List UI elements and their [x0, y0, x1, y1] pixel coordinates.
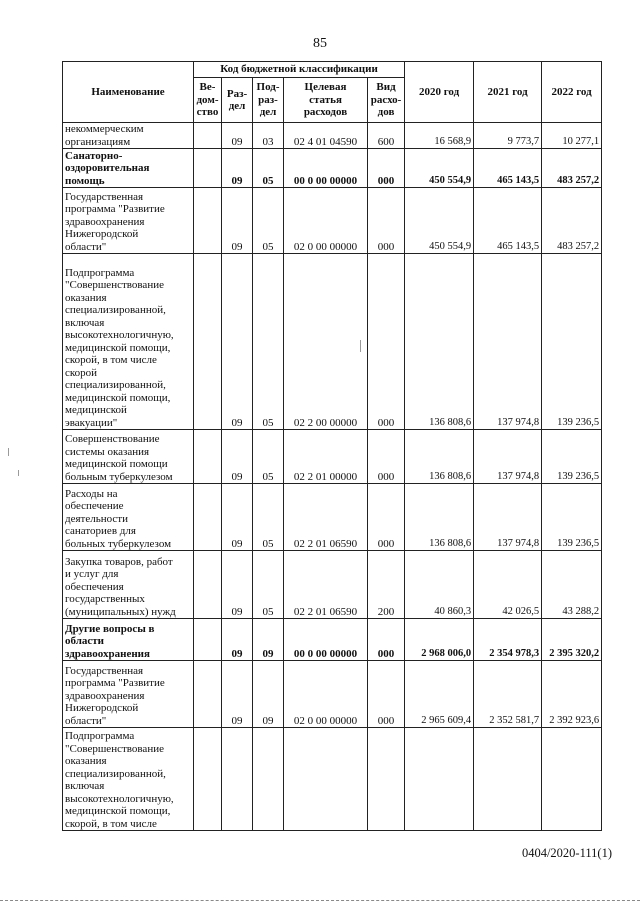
row-amount-2020: 136 808,6 [405, 430, 474, 484]
row-name: Государственная программа "Развитие здравоохранения Нижегородской области" [63, 188, 194, 254]
row-amount-2020: 2 968 006,0 [405, 619, 474, 661]
row-amount-2020: 450 554,9 [405, 149, 474, 188]
row-razdel [222, 728, 253, 831]
row-amount-2020: 40 860,3 [405, 551, 474, 619]
row-expense-type [368, 728, 405, 831]
row-target-article: 02 2 01 06590 [284, 551, 368, 619]
row-amount-2021: 137 974,8 [474, 430, 542, 484]
row-vedomstvo [194, 430, 222, 484]
scan-artifact [360, 340, 361, 352]
row-vedomstvo [194, 551, 222, 619]
row-amount-2022: 483 257,2 [542, 149, 602, 188]
row-amount-2020: 450 554,9 [405, 188, 474, 254]
row-podrazdel: 05 [253, 149, 284, 188]
table-row [63, 619, 602, 661]
row-amount-2022: 43 288,2 [542, 551, 602, 619]
row-name: Санаторно- оздоровительная помощь [63, 149, 194, 188]
row-podrazdel: 03 [253, 123, 284, 149]
header-year-2021: 2021 год [474, 62, 542, 123]
row-target-article [284, 728, 368, 831]
row-name: Другие вопросы в области здравоохранения [63, 619, 194, 661]
row-razdel: 09 [222, 149, 253, 188]
header-podrazdel: Под- раз- дел [253, 78, 284, 123]
row-razdel: 09 [222, 430, 253, 484]
row-amount-2022: 139 236,5 [542, 430, 602, 484]
row-expense-type: 000 [368, 188, 405, 254]
header-razdel: Раз- дел [222, 78, 253, 123]
row-vedomstvo [194, 254, 222, 430]
row-amount-2021: 9 773,7 [474, 123, 542, 149]
row-razdel: 09 [222, 254, 253, 430]
row-amount-2020: 16 568,9 [405, 123, 474, 149]
table-row [63, 484, 602, 551]
row-podrazdel: 05 [253, 188, 284, 254]
row-target-article: 02 2 00 00000 [284, 254, 368, 430]
row-vedomstvo [194, 484, 222, 551]
row-expense-type: 000 [368, 149, 405, 188]
row-expense-type: 200 [368, 551, 405, 619]
row-name: Расходы на обеспечение деятельности санаториев для больных туберкулезом [63, 484, 194, 551]
row-amount-2021: 465 143,5 [474, 149, 542, 188]
table-row [63, 254, 602, 430]
header-classification-group: Код бюджетной классификации [194, 62, 405, 78]
row-amount-2022: 2 395 320,2 [542, 619, 602, 661]
budget-table [62, 61, 602, 831]
row-amount-2021: 2 354 978,3 [474, 619, 542, 661]
row-vedomstvo [194, 728, 222, 831]
row-amount-2022: 139 236,5 [542, 484, 602, 551]
row-vedomstvo [194, 619, 222, 661]
scan-artifact [8, 448, 9, 456]
row-razdel: 09 [222, 619, 253, 661]
row-podrazdel [253, 728, 284, 831]
row-expense-type: 600 [368, 123, 405, 149]
table-row [63, 188, 602, 254]
row-amount-2021: 137 974,8 [474, 254, 542, 430]
row-razdel: 09 [222, 661, 253, 728]
row-amount-2022: 2 392 923,6 [542, 661, 602, 728]
row-expense-type: 000 [368, 619, 405, 661]
row-amount-2022: 10 277,1 [542, 123, 602, 149]
row-vedomstvo [194, 661, 222, 728]
row-podrazdel: 05 [253, 254, 284, 430]
page-number: 85 [313, 36, 327, 51]
row-target-article: 02 0 00 00000 [284, 661, 368, 728]
scan-bottom-edge [0, 900, 640, 902]
row-amount-2021: 2 352 581,7 [474, 661, 542, 728]
row-amount-2022: 139 236,5 [542, 254, 602, 430]
row-podrazdel: 05 [253, 551, 284, 619]
row-name: Подпрограмма "Совершенствование оказания специализированной, включая высокотехнологичную, медицинской помощи, скорой, в том числе [63, 728, 194, 831]
document-code: 0404/2020-111(1) [521, 846, 612, 860]
row-target-article: 02 0 00 00000 [284, 188, 368, 254]
row-target-article: 02 2 01 06590 [284, 484, 368, 551]
row-name: Закупка товаров, работ и услуг для обеспечения государственных (муниципальных) нужд [63, 551, 194, 619]
table-row [63, 728, 602, 831]
row-amount-2020: 2 965 609,4 [405, 661, 474, 728]
row-amount-2022: 483 257,2 [542, 188, 602, 254]
table-row [63, 123, 602, 149]
header-target-article: Целевая статья расходов [284, 78, 368, 123]
row-expense-type: 000 [368, 484, 405, 551]
row-amount-2022 [542, 728, 602, 831]
header-year-2020: 2020 год [405, 62, 474, 123]
row-target-article: 02 2 01 00000 [284, 430, 368, 484]
row-expense-type: 000 [368, 661, 405, 728]
row-vedomstvo [194, 188, 222, 254]
row-target-article: 00 0 00 00000 [284, 619, 368, 661]
scan-artifact [18, 470, 19, 476]
row-name: Государственная программа "Развитие здравоохранения Нижегородской области" [63, 661, 194, 728]
row-amount-2020: 136 808,6 [405, 484, 474, 551]
row-podrazdel: 05 [253, 430, 284, 484]
row-amount-2021: 42 026,5 [474, 551, 542, 619]
row-amount-2020: 136 808,6 [405, 254, 474, 430]
row-amount-2021: 137 974,8 [474, 484, 542, 551]
row-razdel: 09 [222, 484, 253, 551]
table-body [63, 123, 602, 831]
header-name: Наименование [63, 62, 194, 123]
table-row [63, 430, 602, 484]
table-row [63, 661, 602, 728]
table-row [63, 149, 602, 188]
row-amount-2021 [474, 728, 542, 831]
row-razdel: 09 [222, 123, 253, 149]
row-vedomstvo [194, 149, 222, 188]
row-podrazdel: 09 [253, 661, 284, 728]
row-amount-2021: 465 143,5 [474, 188, 542, 254]
row-target-article: 02 4 01 04590 [284, 123, 368, 149]
row-name: некоммерческим организациям [63, 123, 194, 149]
row-podrazdel: 05 [253, 484, 284, 551]
row-amount-2020 [405, 728, 474, 831]
row-podrazdel: 09 [253, 619, 284, 661]
row-target-article: 00 0 00 00000 [284, 149, 368, 188]
table-row [63, 551, 602, 619]
row-expense-type: 000 [368, 254, 405, 430]
header-year-2022: 2022 год [542, 62, 602, 123]
header-vedomstvo: Ве- дом- ство [194, 78, 222, 123]
row-name: Подпрограмма "Совершенствование оказания специализированной, включая высокотехнологичную, медицинской помощи, скорой, в том числе скорой специализированной, медицинской помощи, медицинской эвакуации" [63, 254, 194, 430]
row-name: Совершенствование системы оказания медицинской помощи больным туберкулезом [63, 430, 194, 484]
row-expense-type: 000 [368, 430, 405, 484]
row-razdel: 09 [222, 188, 253, 254]
header-expense-type: Вид расхо- дов [368, 78, 405, 123]
row-vedomstvo [194, 123, 222, 149]
row-razdel: 09 [222, 551, 253, 619]
